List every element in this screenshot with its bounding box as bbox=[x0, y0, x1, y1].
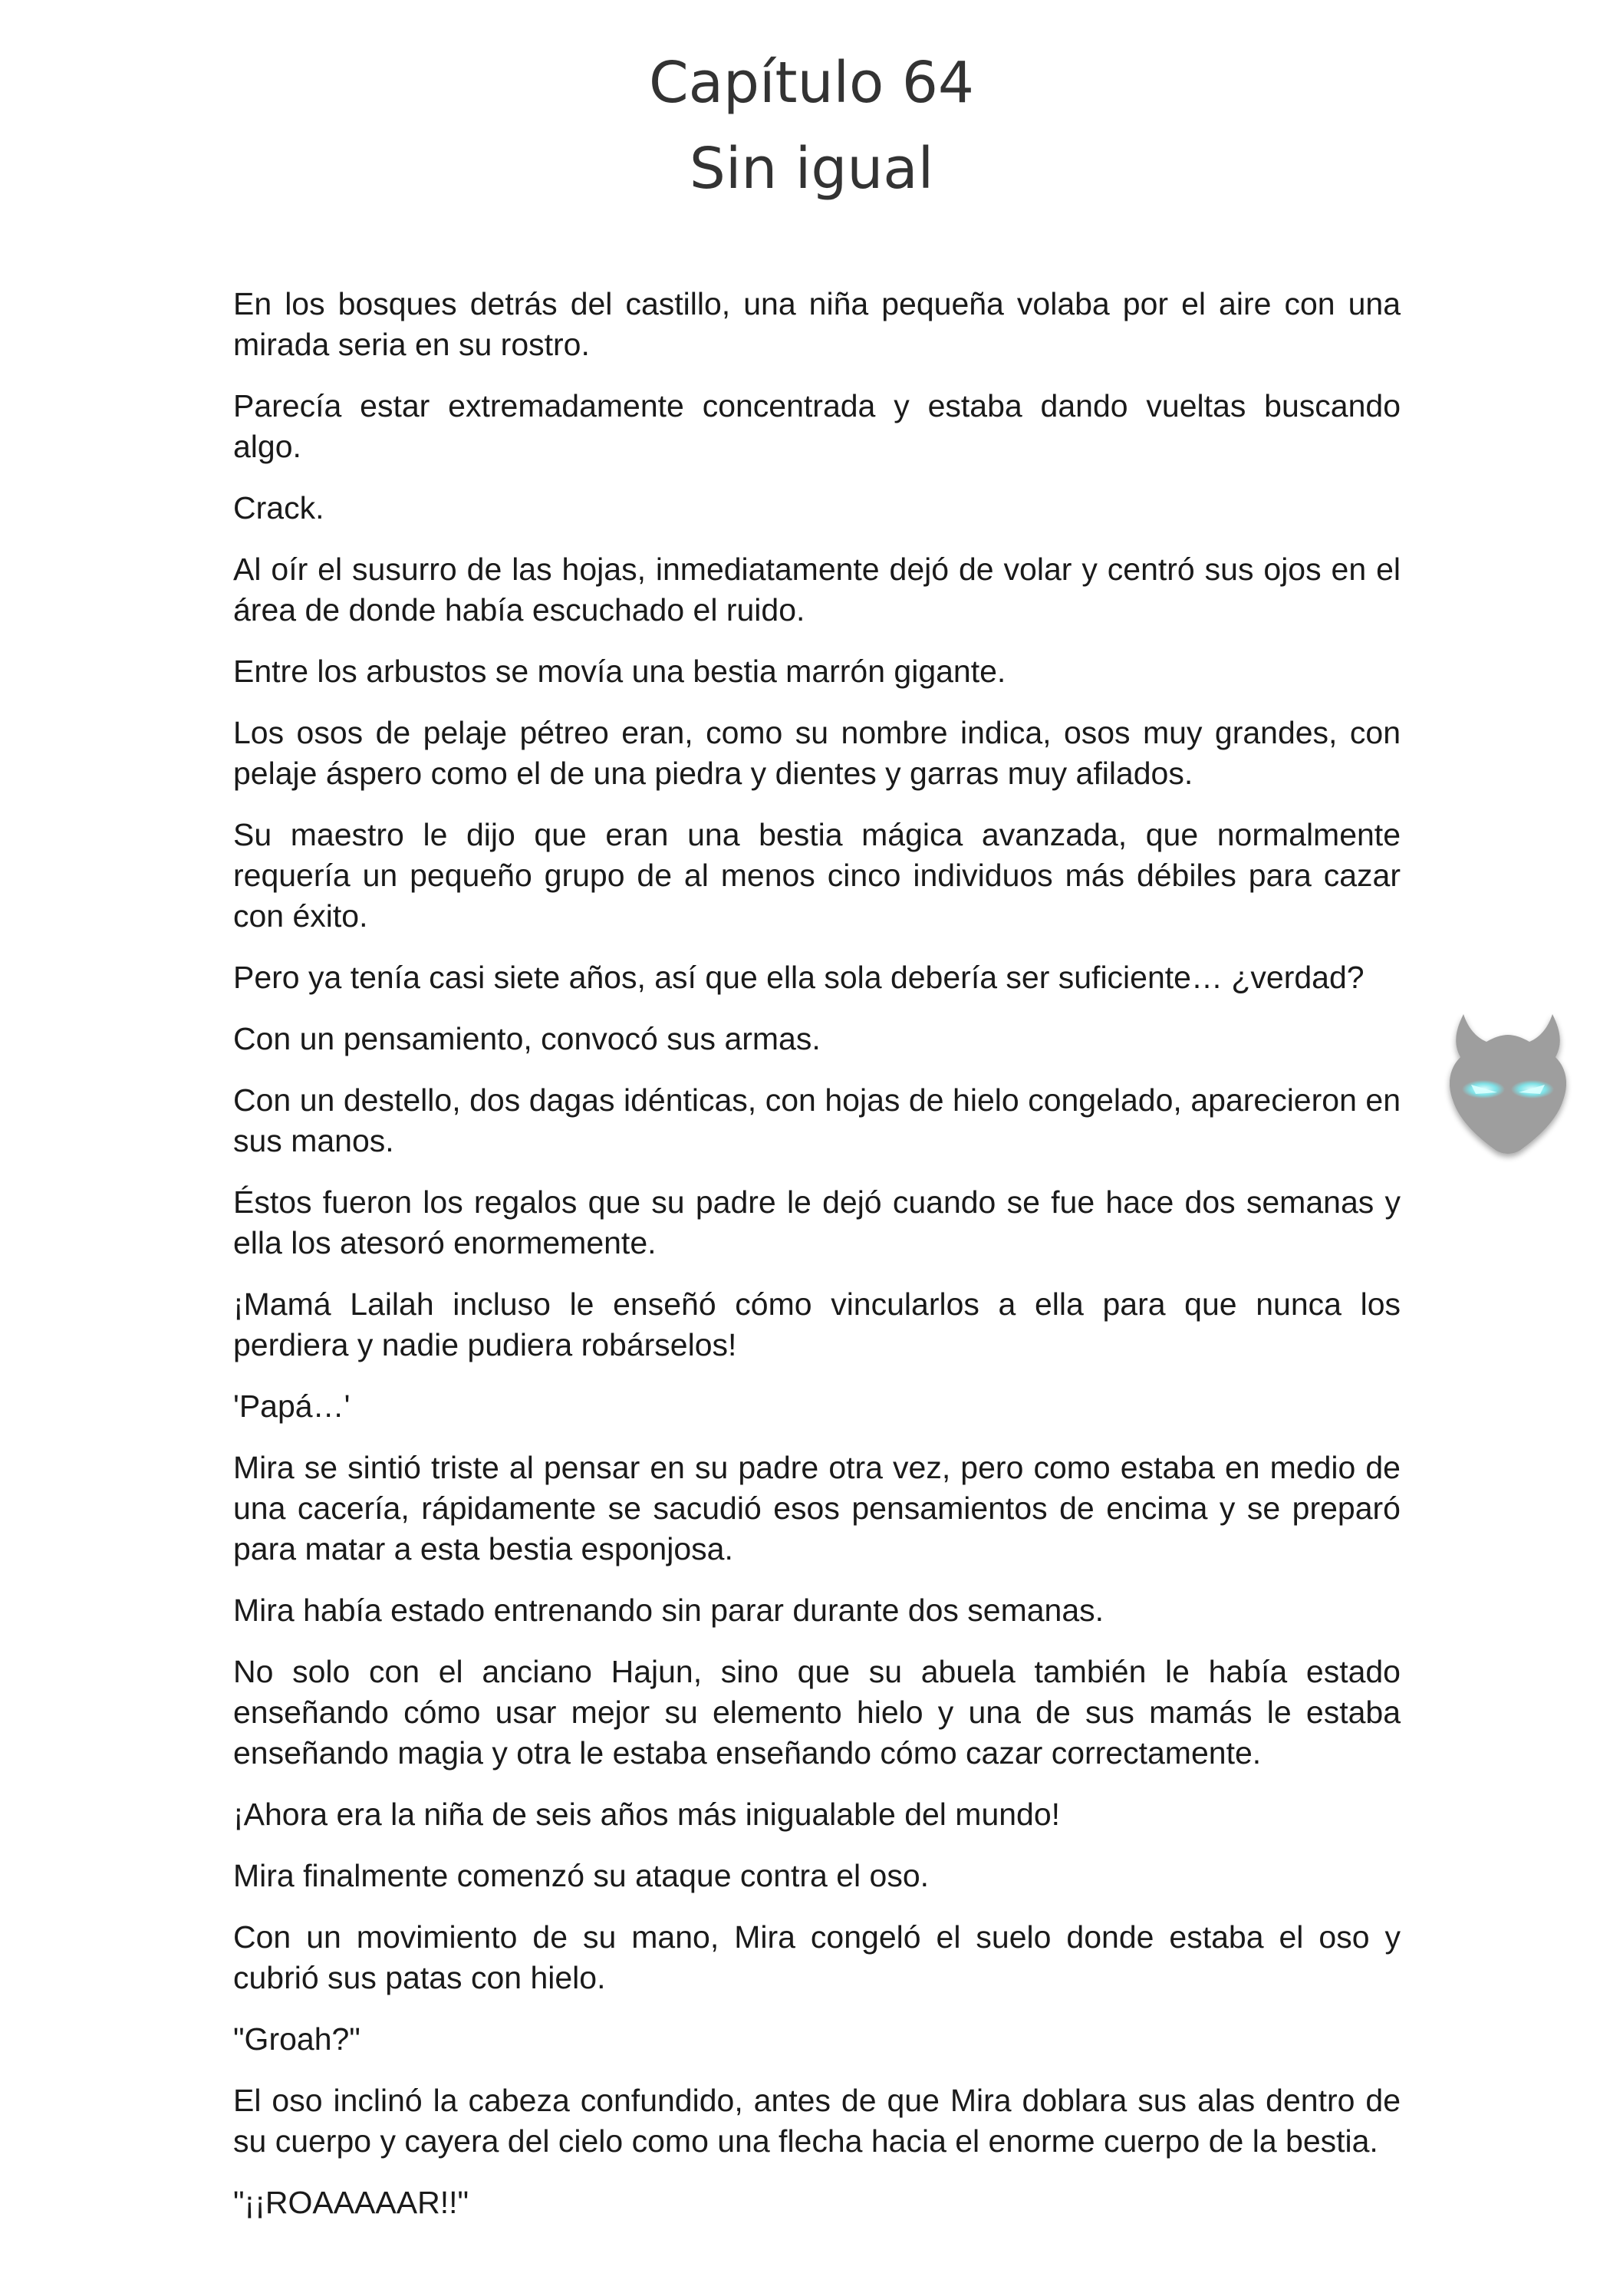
paragraph: En los bosques detrás del castillo, una niña pequeña volaba por el aire con una mirada seria en su rostro. bbox=[233, 286, 1401, 362]
chapter-title: Capítulo 64 bbox=[649, 50, 974, 116]
paragraph: 'Papá…' bbox=[233, 1388, 351, 1424]
paragraph: ¡Mamá Lailah incluso le enseñó cómo vincularlos a ella para que nunca los perdiera y nadie pudiera robárselos! bbox=[233, 1286, 1401, 1362]
paragraph: El oso inclinó la cabeza confundido, antes de que Mira doblara sus alas dentro de su cuerpo y cayera del cielo como una flecha hacia el enorme cuerpo de la bestia. bbox=[233, 2083, 1401, 2159]
paragraph: Éstos fueron los regalos que su padre le dejó cuando se fue hace dos semanas y ella los atesoró enormemente. bbox=[233, 1184, 1401, 1260]
paragraph: Con un destello, dos dagas idénticas, con hojas de hielo congelado, aparecieron en sus manos. bbox=[233, 1082, 1401, 1158]
paragraph: Mira había estado entrenando sin parar durante dos semanas. bbox=[233, 1593, 1104, 1628]
paragraph: Parecía estar extremadamente concentrada y estaba dando vueltas buscando algo. bbox=[233, 388, 1401, 464]
paragraph: No solo con el anciano Hajun, sino que su abuela también le había estado enseñando cómo usar mejor su elemento hielo y una de sus mamás le estaba enseñando magia y otra le estaba enseñando cómo cazar correctamente. bbox=[233, 1654, 1401, 1771]
paragraph: Pero ya tenía casi siete años, así que ella sola debería ser suficiente… ¿verdad? bbox=[233, 960, 1365, 995]
paragraph: ¡Ahora era la niña de seis años más inigualable del mundo! bbox=[233, 1797, 1061, 1832]
paragraph: Mira se sintió triste al pensar en su padre otra vez, pero como estaba en medio de una cacería, rápidamente se sacudió esos pensamientos de encima y se preparó para matar a esta bestia esponjosa. bbox=[233, 1450, 1401, 1566]
paragraph: "Groah?" bbox=[233, 2021, 360, 2057]
paragraph: Mira finalmente comenzó su ataque contra el oso. bbox=[233, 1858, 930, 1893]
paragraph: Al oír el susurro de las hojas, inmediatamente dejó de volar y centró sus ojos en el área de donde había escuchado el ruido. bbox=[233, 552, 1401, 628]
paragraph: Su maestro le dijo que eran una bestia mágica avanzada, que normalmente requería un pequeño grupo de al menos cinco individuos más débiles para cazar con éxito. bbox=[233, 817, 1401, 934]
paragraph: Con un pensamiento, convocó sus armas. bbox=[233, 1021, 821, 1056]
demon-head-icon bbox=[1433, 999, 1583, 1166]
paragraph: Crack. bbox=[233, 490, 324, 525]
chapter-subtitle: Sin igual bbox=[689, 136, 934, 202]
paragraph: Los osos de pelaje pétreo eran, como su nombre indica, osos muy grandes, con pelaje áspero como el de una piedra y dientes y garras muy afilados. bbox=[233, 715, 1401, 791]
chapter-heading bbox=[0, 40, 1623, 212]
paragraph: Entre los arbustos se movía una bestia marrón gigante. bbox=[233, 654, 1006, 689]
paragraph: "¡¡ROAAAAAR!!" bbox=[233, 2185, 469, 2220]
chapter-body bbox=[233, 284, 1401, 2244]
paragraph: Con un movimiento de su mano, Mira congeló el suelo donde estaba el oso y cubrió sus patas con hielo. bbox=[233, 1919, 1401, 1995]
